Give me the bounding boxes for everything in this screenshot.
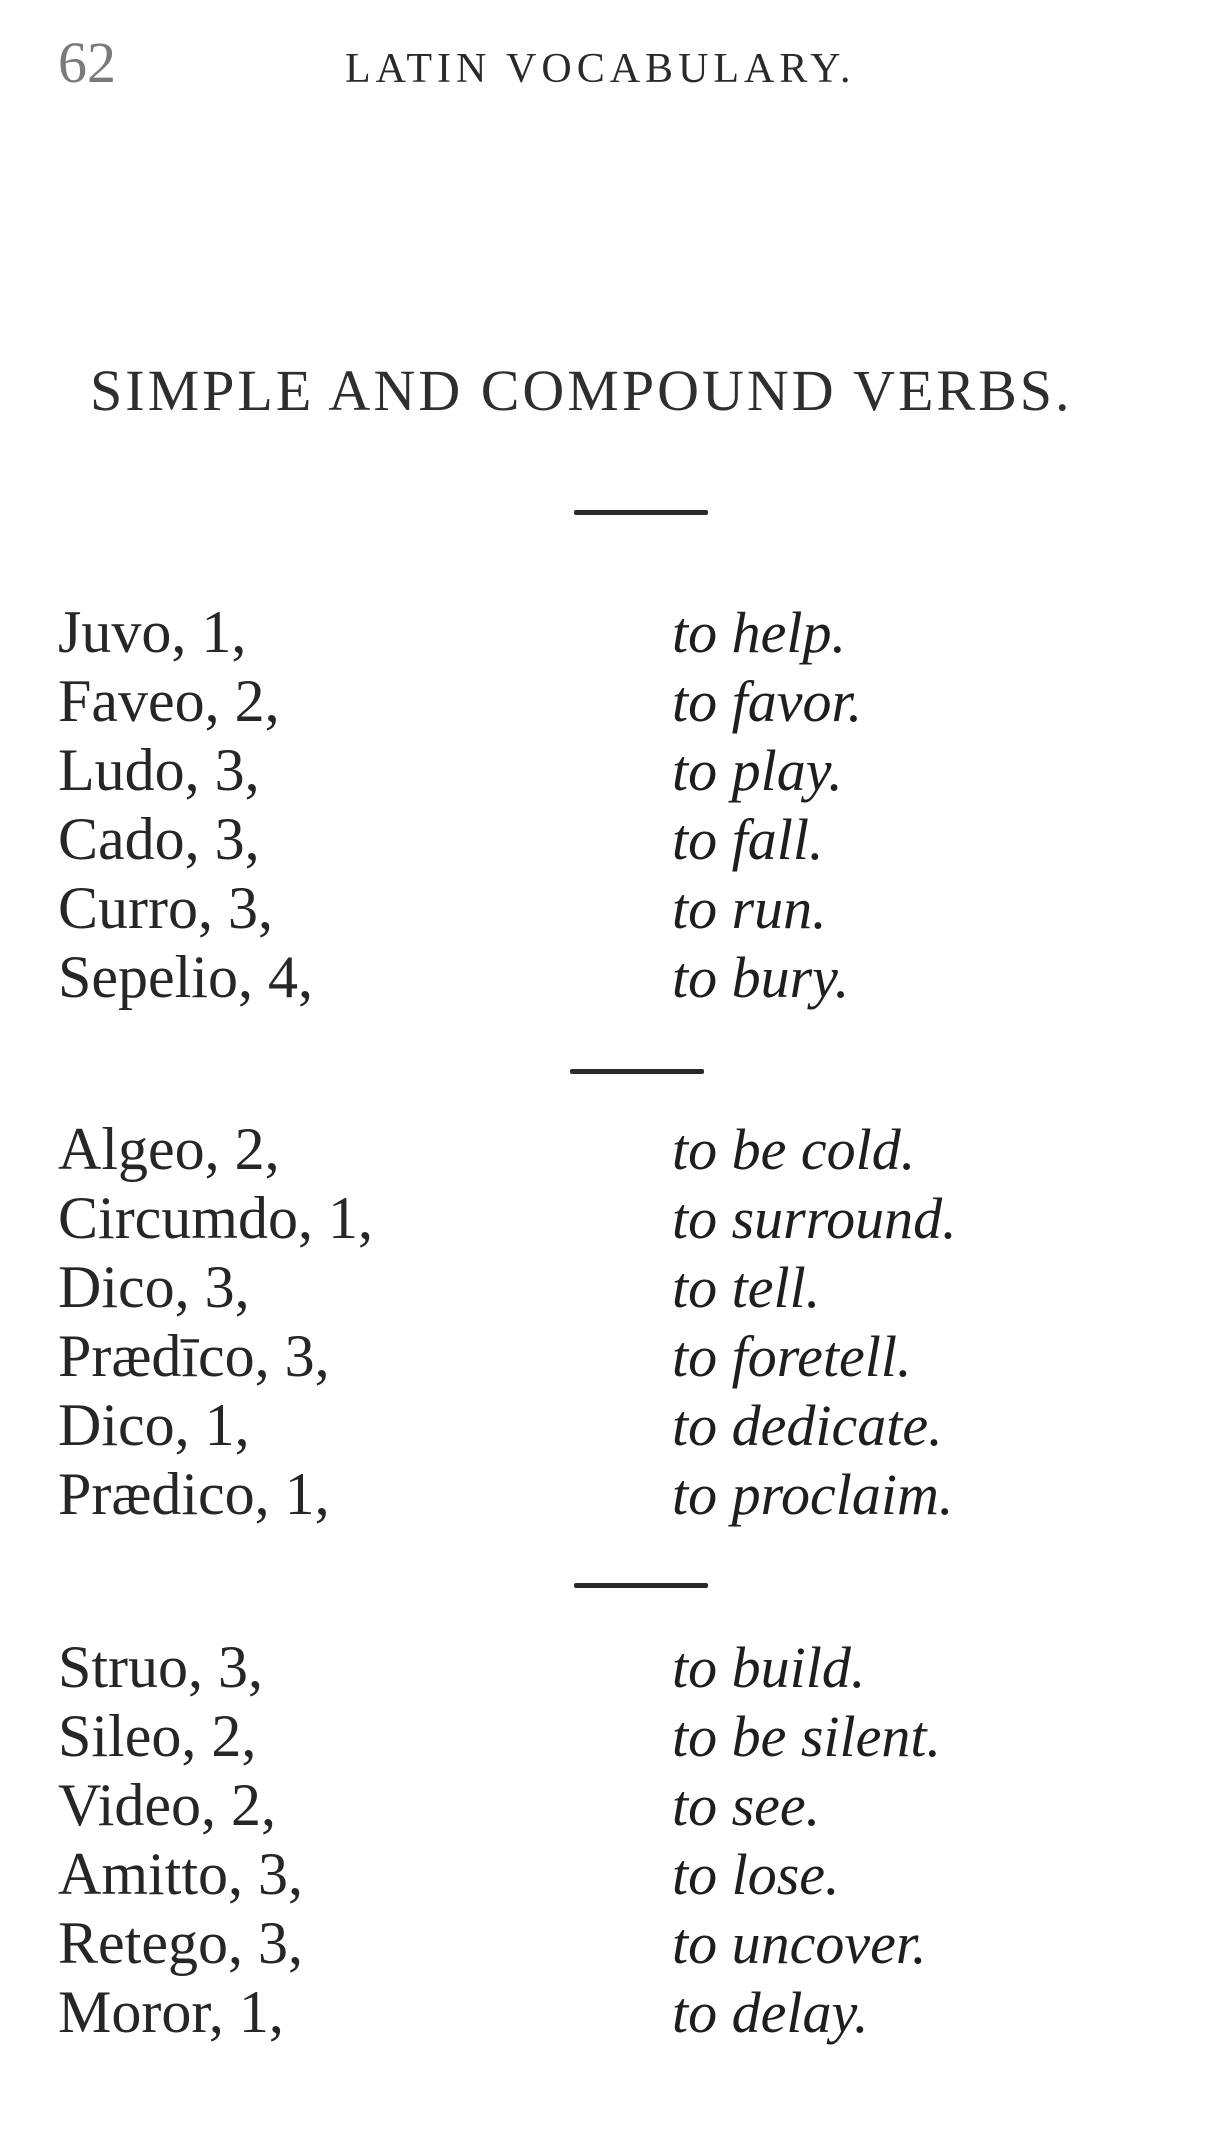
running-head: LATIN VOCABULARY.	[345, 46, 856, 92]
english-meaning: to be cold.	[672, 1117, 916, 1182]
latin-word: Dico, 1,	[58, 1392, 250, 1458]
vocabulary-group-3	[0, 1633, 1208, 2047]
vocabulary-entry	[0, 874, 1208, 943]
vocabulary-entry	[0, 1702, 1208, 1771]
latin-word: Video, 2,	[58, 1772, 277, 1838]
latin-word: Dico, 3,	[58, 1254, 250, 1320]
divider-rule	[570, 1069, 704, 1074]
vocabulary-entry	[0, 1771, 1208, 1840]
vocabulary-entry	[0, 1115, 1208, 1184]
latin-word: Cado, 3,	[58, 806, 260, 872]
vocabulary-entry	[0, 805, 1208, 874]
english-meaning: to be silent.	[672, 1704, 942, 1769]
page-number: 62	[58, 30, 116, 95]
vocabulary-entry	[0, 1978, 1208, 2047]
divider-rule	[574, 1583, 708, 1588]
latin-word: Amitto, 3,	[58, 1841, 304, 1907]
english-meaning: to tell.	[672, 1255, 821, 1320]
vocabulary-group-1	[0, 598, 1208, 1012]
latin-word: Curro, 3,	[58, 875, 273, 941]
vocabulary-entry	[0, 1633, 1208, 1702]
latin-word: Ludo, 3,	[58, 737, 260, 803]
english-meaning: to foretell.	[672, 1324, 912, 1389]
english-meaning: to help.	[672, 600, 846, 665]
vocabulary-entry	[0, 943, 1208, 1012]
vocabulary-entry	[0, 1840, 1208, 1909]
english-meaning: to favor.	[672, 669, 863, 734]
english-meaning: to dedicate.	[672, 1393, 943, 1458]
english-meaning: to run.	[672, 876, 827, 941]
latin-word: Struo, 3,	[58, 1634, 264, 1700]
vocabulary-entry	[0, 667, 1208, 736]
english-meaning: to uncover.	[672, 1911, 927, 1976]
vocabulary-entry	[0, 1460, 1208, 1529]
vocabulary-entry	[0, 736, 1208, 805]
latin-word: Prædico, 1,	[58, 1461, 330, 1527]
vocabulary-entry	[0, 1322, 1208, 1391]
vocabulary-entry	[0, 1184, 1208, 1253]
vocabulary-entry	[0, 1909, 1208, 1978]
vocabulary-entry	[0, 1253, 1208, 1322]
english-meaning: to proclaim.	[672, 1462, 954, 1527]
latin-word: Moror, 1,	[58, 1979, 284, 2045]
latin-word: Algeo, 2,	[58, 1116, 280, 1182]
english-meaning: to bury.	[672, 945, 850, 1010]
latin-word: Circumdo, 1,	[58, 1185, 373, 1251]
english-meaning: to surround.	[672, 1186, 957, 1251]
english-meaning: to build.	[672, 1635, 866, 1700]
english-meaning: to see.	[672, 1773, 821, 1838]
latin-word: Prædīco, 3,	[58, 1323, 330, 1389]
latin-word: Retego, 3,	[58, 1910, 303, 1976]
english-meaning: to delay.	[672, 1980, 869, 2045]
vocabulary-entry	[0, 1391, 1208, 1460]
latin-word: Sepelio, 4,	[58, 944, 313, 1010]
english-meaning: to fall.	[672, 807, 824, 872]
latin-word: Faveo, 2,	[58, 668, 280, 734]
section-title: SIMPLE AND COMPOUND VERBS.	[90, 358, 1073, 423]
vocabulary-group-2	[0, 1115, 1208, 1529]
latin-word: Juvo, 1,	[58, 599, 247, 665]
divider-rule	[574, 510, 708, 515]
english-meaning: to play.	[672, 738, 843, 803]
latin-word: Sileo, 2,	[58, 1703, 257, 1769]
vocabulary-entry	[0, 598, 1208, 667]
english-meaning: to lose.	[672, 1842, 840, 1907]
